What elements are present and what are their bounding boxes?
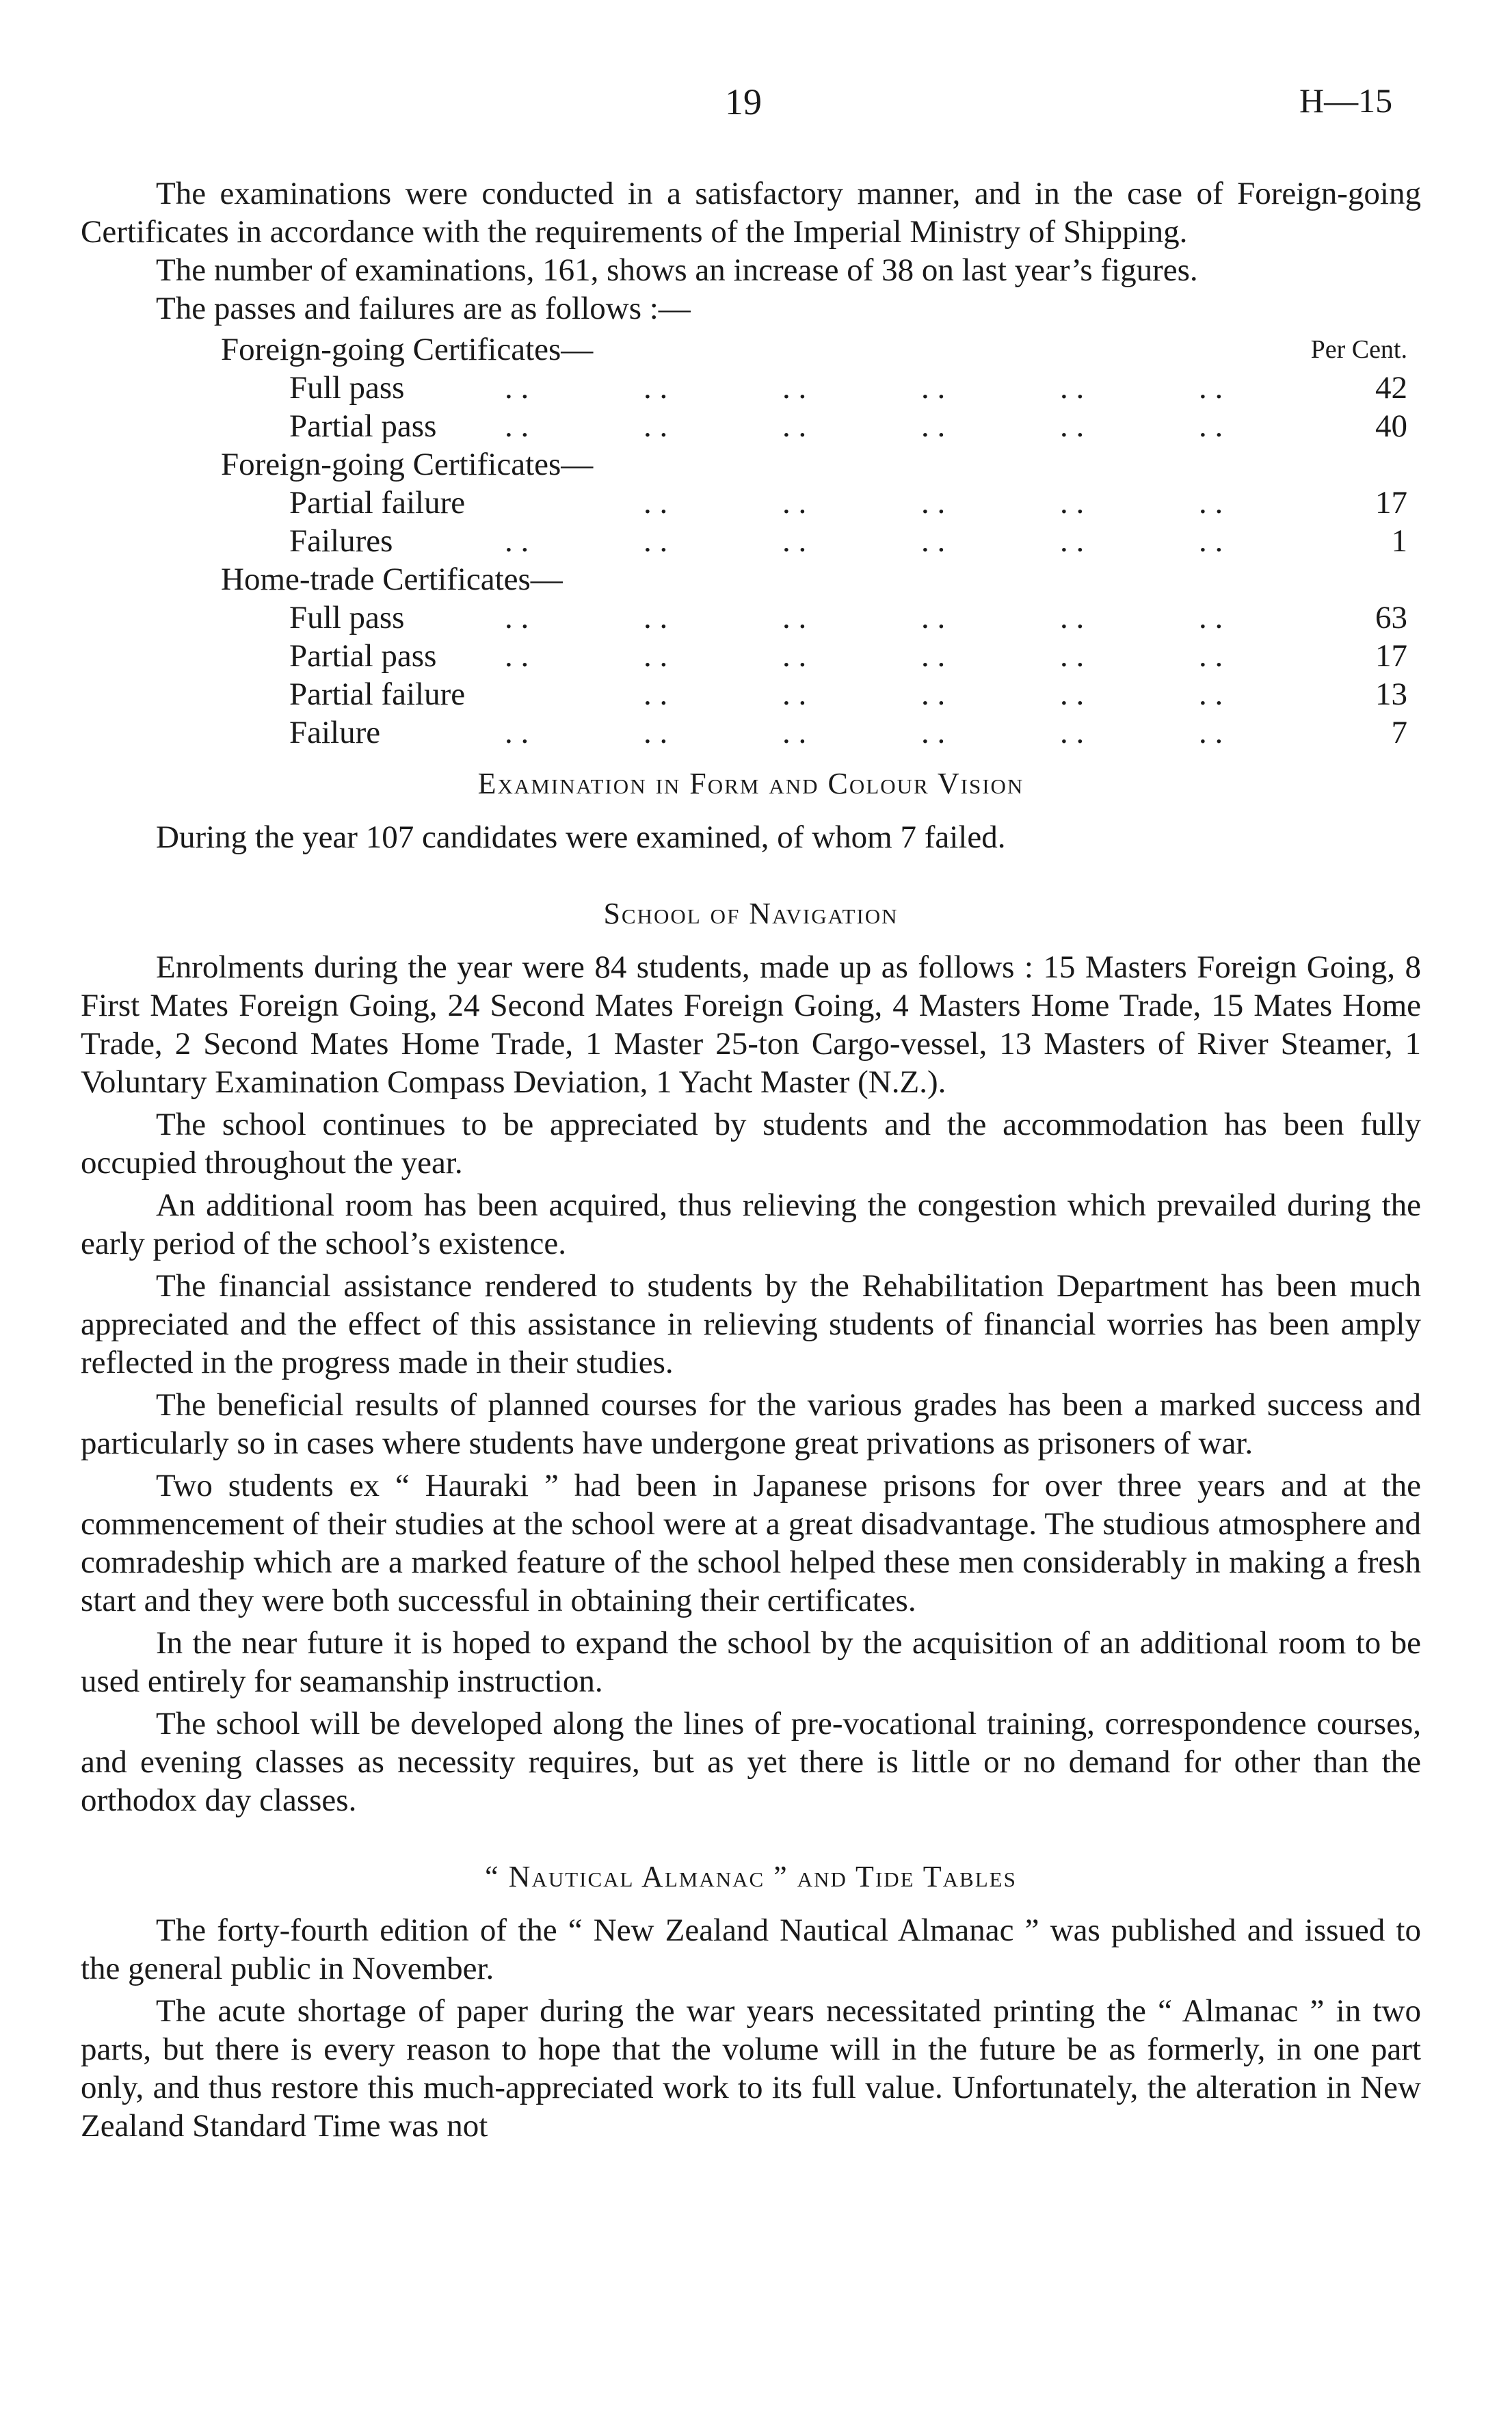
table-row-value: 40 bbox=[1375, 408, 1407, 444]
table-group-heading: Foreign-going Certificates— bbox=[221, 332, 594, 367]
section-paragraph: In the near future it is hoped to expand the school by the acquisition of an additional room to be used entirely for seamanship instruction. bbox=[81, 1625, 1421, 1699]
leader-dots: . . . . . . . . . . bbox=[644, 485, 1223, 521]
table-row-label: Full pass bbox=[289, 600, 405, 635]
table-row-label: Full pass bbox=[289, 370, 405, 406]
leader-dots: . . . . . . . . . . . . bbox=[505, 408, 1223, 444]
table-row-value: 63 bbox=[1375, 600, 1407, 635]
table-row-value: 42 bbox=[1375, 370, 1407, 406]
table-column-header: Per Cent. bbox=[1310, 335, 1407, 364]
intro-paragraph: The number of examinations, 161, shows an increase of 38 on last year’s figures. bbox=[156, 252, 1198, 288]
results-table bbox=[81, 330, 1421, 750]
table-row-value: 13 bbox=[1375, 676, 1407, 712]
section-paragraph: An additional room has been acquired, thus relieving the congestion which prevailed during the early period of the school’s existence. bbox=[81, 1187, 1421, 1261]
table-row-value: 17 bbox=[1375, 485, 1407, 521]
table-group-heading: Foreign-going Certificates— bbox=[221, 447, 594, 482]
table-group-heading: Home-trade Certificates— bbox=[221, 562, 563, 597]
leader-dots: . . . . . . . . . . . . bbox=[505, 523, 1223, 559]
leader-dots: . . . . . . . . . . . . bbox=[505, 715, 1223, 750]
section-paragraph: Two students ex “ Hauraki ” had been in Japanese prisons for over three years and at the commencement of their studies at the school were at a great disadvantage. The studious atmosphere and comradeship which are a marked feature of the school helped these men considerably in making a fresh start and they were both successful in obtaining their certificates. bbox=[81, 1468, 1421, 1618]
table-row-value: 17 bbox=[1375, 638, 1407, 674]
section-heading: “ Nautical Almanac ” and Tide Tables bbox=[485, 1860, 1017, 1893]
table-row-label: Failures bbox=[289, 523, 393, 559]
document-code: H—15 bbox=[1299, 81, 1393, 120]
section-paragraph: The acute shortage of paper during the war years necessitated printing the “ Almanac ” in two parts, but there is every reason to hope that the volume will in the future be as formerly, in one part only, and thus restore this much-appreciated work to its full value. Unfortunately, the alteration in New Zealand Standard Time was not bbox=[81, 1993, 1421, 2144]
table-row-label: Partial failure bbox=[289, 676, 466, 712]
section-heading: School of Navigation bbox=[603, 897, 899, 930]
section-paragraph: The beneficial results of planned courses for the various grades has been a marked success and particularly so in cases where students have undergone great privations as prisoners of war. bbox=[81, 1387, 1421, 1461]
section-heading: Examination in Form and Colour Vision bbox=[477, 767, 1024, 800]
table-row-value: 7 bbox=[1391, 715, 1407, 750]
leader-dots: . . . . . . . . . . . . bbox=[505, 370, 1223, 406]
table-row-label: Partial pass bbox=[289, 638, 437, 674]
table-row-value: 1 bbox=[1391, 523, 1407, 559]
section-paragraph: Enrolments during the year were 84 students, made up as follows : 15 Masters Foreign Going, 8 First Mates Foreign Going, 24 Second Mates Foreign Going, 4 Masters Home Trade, 15 Mates Home Trade, 2 Second Mates Home Trade, 1 Master 25-ton Cargo-vessel, 13 Masters of River Steamer, 1 Voluntary Examination Compass Deviation, 1 Yacht Master (N.Z.). bbox=[81, 949, 1421, 1100]
leader-dots: . . . . . . . . . . . . bbox=[505, 600, 1223, 635]
leader-dots: . . . . . . . . . . . . bbox=[505, 638, 1223, 674]
intro-paragraph: The passes and failures are as follows :— bbox=[156, 291, 691, 326]
section-paragraph: The financial assistance rendered to students by the Rehabilitation Department has been much appreciated and the effect of this assistance in relieving students of financial worries has been amply reflected in the progress made in their studies. bbox=[81, 1268, 1421, 1380]
section-paragraph: The school will be developed along the lines of pre-vocational training, correspondence courses, and evening classes as necessity requires, but as yet there is little or no demand for other than the orthodox day classes. bbox=[81, 1706, 1421, 1818]
intro-paragraph: The examinations were conducted in a satisfactory manner, and in the case of Foreign-going Certificates in accordance with the requirements of the Imperial Ministry of Shipping. bbox=[81, 176, 1421, 250]
section-paragraph: The forty-fourth edition of the “ New Zealand Nautical Almanac ” was published and issued to the general public in November. bbox=[81, 1913, 1421, 1986]
page-body bbox=[81, 174, 1421, 2145]
page-number: 19 bbox=[725, 81, 762, 122]
table-row-label: Partial failure bbox=[289, 485, 466, 521]
table-row-label: Partial pass bbox=[289, 408, 437, 444]
table-row-label: Failure bbox=[289, 715, 381, 750]
section-paragraph: During the year 107 candidates were examined, of whom 7 failed. bbox=[156, 819, 1006, 855]
leader-dots: . . . . . . . . . . bbox=[644, 676, 1223, 712]
section-paragraph: The school continues to be appreciated by students and the accommodation has been fully occupied throughout the year. bbox=[81, 1107, 1421, 1181]
